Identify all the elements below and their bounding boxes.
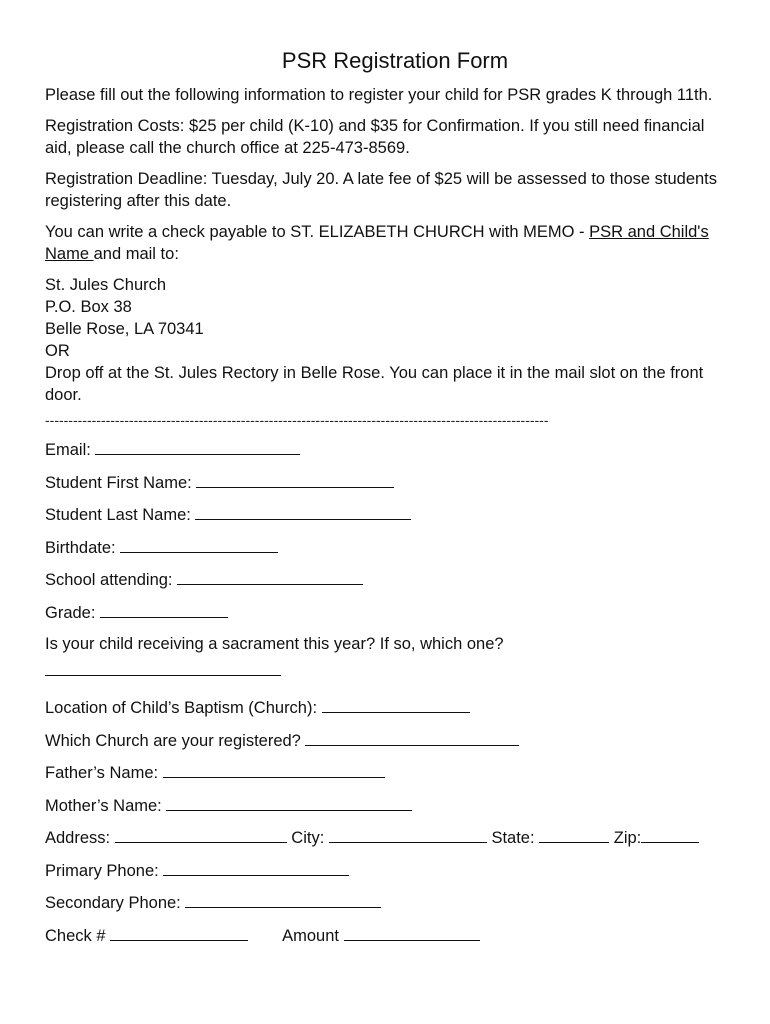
- secondary-phone-blank[interactable]: [185, 891, 381, 908]
- baptism-field: [45, 696, 725, 719]
- first-name-label: Student First Name:: [45, 473, 197, 492]
- baptism-label: Location of Child’s Baptism (Church):: [45, 699, 322, 717]
- payment-text-end: and mail to:: [93, 245, 179, 263]
- address-row: [45, 826, 725, 849]
- state-blank[interactable]: [539, 826, 609, 843]
- amount-blank[interactable]: [344, 924, 480, 941]
- address-or: OR: [45, 342, 70, 360]
- school-field: [45, 568, 725, 591]
- mother-name-blank[interactable]: [166, 794, 412, 811]
- payment-instructions: [45, 221, 725, 265]
- secondary-phone-field: [45, 891, 725, 914]
- birthdate-blank[interactable]: [120, 536, 278, 553]
- secondary-phone-label: Secondary Phone:: [45, 894, 186, 912]
- baptism-blank[interactable]: [322, 696, 470, 713]
- check-amount-row: [45, 924, 725, 947]
- sacrament-question: [45, 633, 725, 655]
- primary-phone-label: Primary Phone:: [45, 861, 164, 880]
- registration-costs: Registration Costs: $25 per child (K-10) and $35 for Confirmation. If you still need financial aid, please call the church office at 225-473-8569.: [45, 117, 705, 157]
- birthdate-label: Birthdate:: [45, 538, 121, 557]
- mailing-address: [45, 274, 725, 406]
- primary-phone-blank[interactable]: [163, 859, 349, 876]
- email-blank[interactable]: [95, 438, 300, 455]
- first-name-field: [45, 471, 725, 494]
- address-line-3: Belle Rose, LA 70341: [45, 320, 204, 338]
- grade-field: [45, 601, 725, 624]
- sacrament-answer-field: [45, 659, 725, 682]
- primary-phone-field: [45, 859, 725, 882]
- sacrament-label: Is your child receiving a sacrament this year? If so, which one?: [45, 635, 504, 653]
- payment-text-start: You can write a check payable to ST. ELIZABETH CHURCH with MEMO -: [45, 223, 590, 241]
- email-field: [45, 438, 725, 461]
- registered-church-field: [45, 729, 725, 752]
- registered-church-blank[interactable]: [305, 729, 519, 746]
- sacrament-blank[interactable]: [45, 659, 281, 676]
- address-line-1: St. Jules Church: [45, 276, 167, 294]
- address-line-2: P.O. Box 38: [45, 298, 132, 316]
- father-name-field: [45, 761, 725, 784]
- state-label: State:: [486, 829, 540, 847]
- mother-name-label: Mother’s Name:: [45, 796, 167, 815]
- school-label: School attending:: [45, 571, 178, 589]
- birthdate-field: [45, 536, 725, 559]
- amount-label: Amount: [282, 926, 344, 945]
- memo-underlined: PSR and Child's Name: [45, 223, 709, 263]
- registration-deadline: Registration Deadline: Tuesday, July 20. A late fee of $25 will be assessed to those students registering after this date.: [45, 170, 718, 210]
- grade-label: Grade:: [45, 603, 101, 622]
- first-name-blank[interactable]: [196, 471, 394, 488]
- zip-label: Zip:: [609, 829, 642, 847]
- registered-church-label: Which Church are your registered?: [45, 731, 306, 750]
- school-blank[interactable]: [177, 568, 363, 585]
- mother-name-field: [45, 794, 725, 817]
- address-blank[interactable]: [115, 826, 287, 843]
- grade-blank[interactable]: [100, 601, 228, 618]
- email-label: Email:: [45, 441, 96, 459]
- last-name-label: Student Last Name:: [45, 506, 196, 524]
- city-label: City:: [286, 829, 329, 847]
- form-title: PSR Registration Form: [281, 48, 509, 73]
- drop-off-instructions: Drop off at the St. Jules Rectory in Belle Rose. You can place it in the mail slot on the front door.: [45, 364, 704, 404]
- city-blank[interactable]: [329, 826, 487, 843]
- address-label: Address:: [45, 829, 115, 847]
- father-name-blank[interactable]: [163, 761, 385, 778]
- check-number-blank[interactable]: [110, 924, 248, 941]
- last-name-blank[interactable]: [195, 503, 411, 520]
- registration-form-page: [45, 48, 725, 956]
- father-name-label: Father’s Name:: [45, 764, 163, 782]
- last-name-field: [45, 503, 725, 526]
- intro-paragraph: Please fill out the following information to register your child for PSR grades K through 11th.: [45, 86, 713, 104]
- check-label: Check #: [45, 926, 111, 945]
- zip-blank[interactable]: [641, 826, 699, 843]
- cut-line-divider: ------------------------------------------------------------------------------------------------------------: [45, 412, 549, 428]
